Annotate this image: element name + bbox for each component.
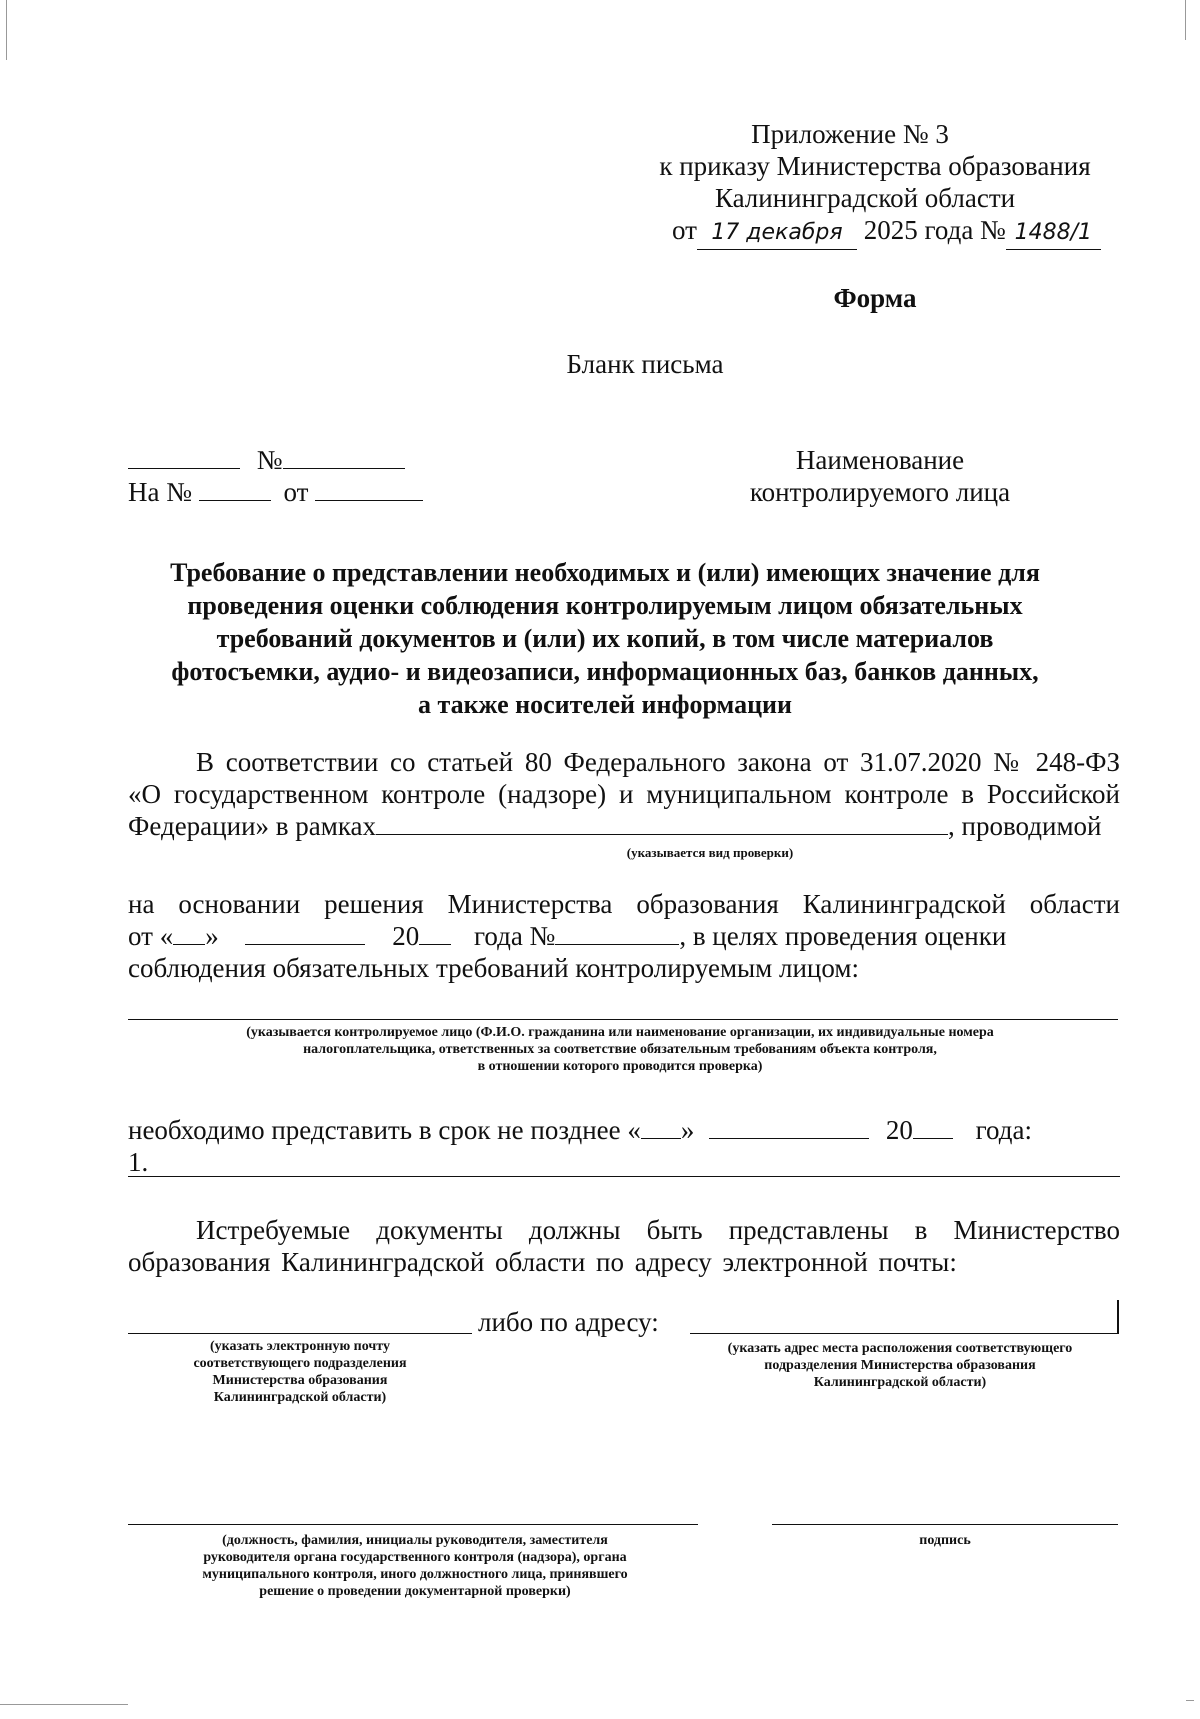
note-line: в отношении которого проводится проверка)	[477, 1059, 763, 1074]
decision-day-field	[173, 922, 205, 945]
paragraph-1-line-3	[128, 810, 1120, 843]
addressee-line-2: контролируемого лица	[749, 477, 1011, 507]
decision-year-field	[419, 922, 451, 945]
date-year: 2025 года №	[863, 215, 1006, 245]
paragraph-2-line-3: соблюдения обязательных требований контролируемым лицом:	[128, 953, 859, 983]
date-prefix: от	[672, 215, 697, 245]
on-number-label: На №	[128, 477, 192, 507]
handwritten-order-number: 1488/1	[1006, 216, 1101, 250]
decision-year-prefix: 20	[392, 921, 420, 951]
document-list-item-1: 1.	[128, 1147, 149, 1177]
note-line: Калининградской области)	[213, 1390, 387, 1405]
incoming-date-field	[315, 478, 423, 501]
within-label: Федерации» в рамках	[128, 811, 377, 841]
deadline-date-close: »	[680, 1115, 695, 1145]
note-line: Министерства образования	[212, 1373, 388, 1388]
deadline-label: необходимо представить в срок не позднее «	[128, 1115, 641, 1145]
outgoing-date-field	[128, 446, 240, 469]
note-line: соответствующего подразделения	[193, 1356, 407, 1371]
controlled-person-field	[128, 1019, 1118, 1020]
order-date-line	[672, 214, 1132, 250]
scan-edge-mark	[0, 1704, 128, 1705]
note-line: Калининградской области)	[813, 1375, 987, 1390]
incoming-number-field	[199, 478, 271, 501]
paragraph-2-line-1: на основании решения Министерства образования Калининградской области	[128, 889, 1120, 919]
deadline-year-prefix: 20	[885, 1115, 913, 1145]
note-line: налогоплательщика, ответственных за соответствие обязательным требованиям объекта контроля,	[303, 1042, 937, 1057]
address-field-end-mark	[1117, 1300, 1119, 1334]
title-line: Требование о представлении необходимых и (или) имеющих значение для	[170, 558, 1040, 587]
appendix-number: Приложение № 3	[751, 119, 949, 149]
signature-field	[772, 1524, 1118, 1525]
deadline-day-field	[641, 1116, 681, 1139]
title-line: а также носителей информации	[417, 690, 793, 719]
deadline-month-field	[709, 1116, 869, 1139]
note-signature: подпись	[919, 1533, 971, 1548]
blank-label: Бланк письма	[566, 349, 724, 379]
purpose-label: , в целях проведения оценки	[679, 921, 1007, 951]
note-check-type: (указывается вид проверки)	[626, 845, 794, 860]
paragraph-3-line-2: образования Калининградской области по адресу электронной почты:	[128, 1247, 957, 1277]
order-region: Калининградской области	[714, 183, 1016, 213]
note-line: руководителя органа государственного контроля (надзора), органа	[203, 1550, 627, 1565]
scan-edge-mark	[1185, 0, 1186, 40]
note-line: (указывается контролируемое лицо (Ф.И.О. гражданина или наименование организации, их индивидуальные номера	[246, 1025, 994, 1040]
document-list-field	[128, 1176, 1120, 1177]
title-line: фотосъемки, аудио- и видеозаписи, информационных баз, банков данных,	[171, 657, 1039, 686]
note-controlled-person	[110, 1024, 1130, 1075]
scan-edge-mark	[6, 0, 7, 60]
email-field	[128, 1333, 472, 1334]
note-email	[140, 1338, 460, 1406]
paragraph-1-line-2: «О государственном контроле (надзоре) и муниципальном контроле в Российской	[128, 779, 1120, 809]
note-line: (должность, фамилия, инициалы руководителя, заместителя	[222, 1533, 608, 1548]
or-address-label: либо по адресу:	[478, 1307, 659, 1337]
addressee-line-1: Наименование	[795, 445, 965, 475]
decision-date-close: »	[205, 921, 219, 951]
decision-number-field	[555, 922, 679, 945]
paragraph-3-line-1: Истребуемые документы должны быть представлены в Министерство	[196, 1215, 1120, 1245]
incoming-reference	[128, 476, 458, 509]
decision-number-label: года №	[473, 921, 556, 951]
order-reference: к приказу Министерства образования	[659, 151, 1091, 181]
document-title	[110, 556, 1100, 721]
outgoing-reference	[128, 444, 458, 477]
form-label: Форма	[833, 283, 917, 313]
deadline-year-field	[913, 1116, 953, 1139]
title-line: проведения оценки соблюдения контролируемым лицом обязательных	[187, 591, 1023, 620]
paragraph-1-line-1: В соответствии со статьей 80 Федерального закона от 31.07.2020 № 248-ФЗ	[196, 747, 1120, 777]
paragraph-2-line-2	[128, 920, 1120, 953]
note-line: подразделения Министерства образования	[764, 1358, 1036, 1373]
check-type-field	[376, 812, 948, 835]
title-line: требований документов и (или) их копий, в том числе материалов	[216, 624, 994, 653]
signer-field	[128, 1524, 698, 1525]
conducted-label: , проводимой	[948, 811, 1102, 841]
address-field	[690, 1333, 1118, 1334]
number-label: №	[256, 445, 283, 475]
deadline-line	[128, 1114, 1120, 1147]
deadline-year-suffix: года:	[975, 1115, 1033, 1145]
scan-edge-mark	[1186, 1700, 1194, 1701]
note-signer	[130, 1532, 700, 1600]
handwritten-date: 17 декабря	[697, 216, 857, 250]
note-line: (указать электронную почту	[210, 1339, 390, 1354]
note-line: решение о проведении документарной проверки)	[259, 1584, 571, 1599]
note-line: муниципального контроля, иного должностного лица, принявшего	[202, 1567, 628, 1582]
decision-date-open: от «	[128, 921, 174, 951]
note-line: (указать адрес места расположения соответствующего	[727, 1341, 1073, 1356]
from-label: от	[283, 477, 309, 507]
outgoing-number-field	[283, 446, 405, 469]
note-address	[680, 1340, 1120, 1391]
decision-month-field	[245, 922, 365, 945]
